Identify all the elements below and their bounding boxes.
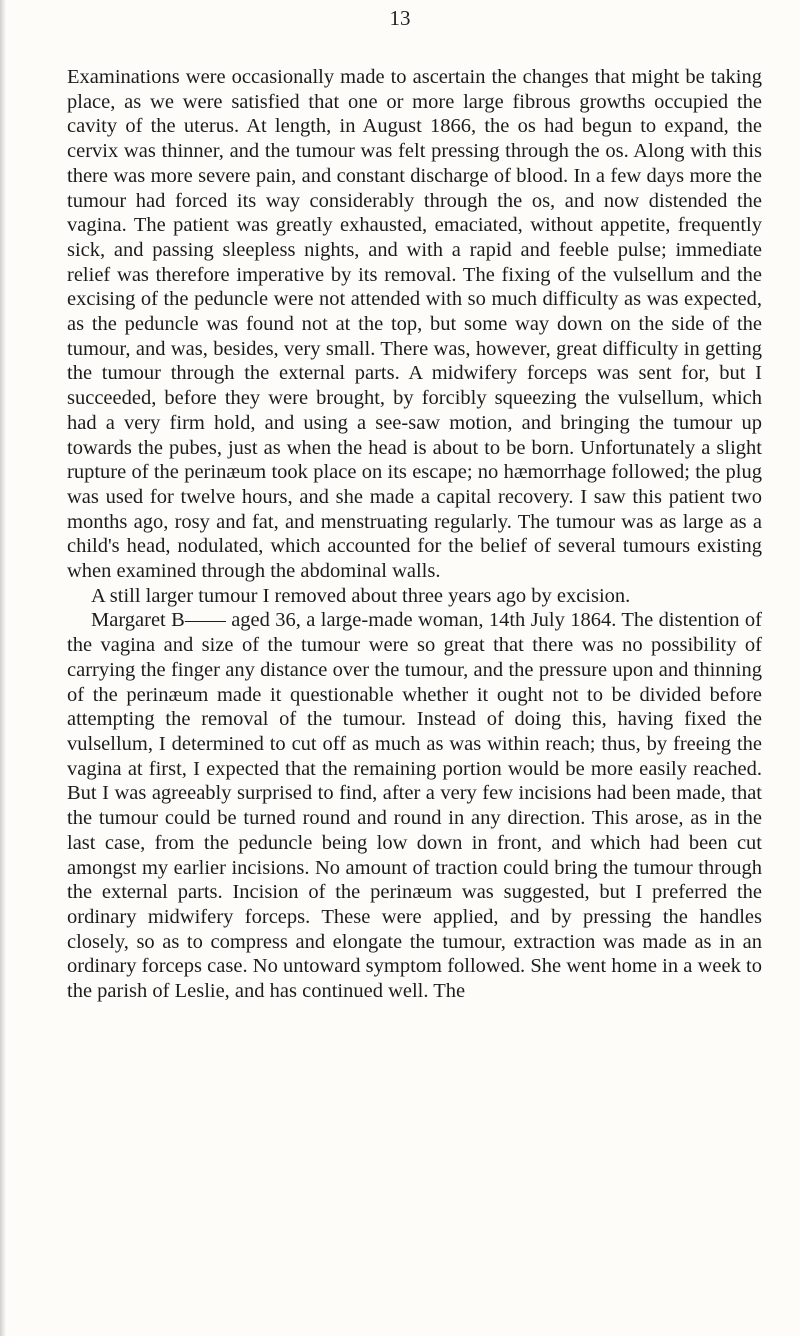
body-text <box>67 65 762 1004</box>
paragraph: Margaret B—— aged 36, a large-made woman, 14th July 1864. The distention of the vagina and size of the tumour were so great that there was no possibility of carrying the finger any distance over the tumour, and the pressure upon and thinning of the perinæum made it questionable whether it ought not to be divided before attempting the removal of the tumour. Instead of doing this, having fixed the vulsellum, I determined to cut off as much as was within reach; thus, by freeing the vagina at first, I expected that the remaining portion would be more easily reached. But I was agreeably surprised to find, after a very few incisions had been made, that the tumour could be turned round and round in any direction. This arose, as in the last case, from the peduncle being low down in front, and which had been cut amongst my earlier incisions. No amount of traction could bring the tumour through the external parts. Incision of the perinæum was suggested, but I preferred the ordinary midwifery forceps. These were applied, and by pressing the handles closely, so as to compress and elongate the tumour, extraction was made as in an ordinary forceps case. No untoward symptom followed. She went home in a week to the parish of Leslie, and has continued well. The <box>67 609 762 1003</box>
page-edge <box>0 0 6 1336</box>
paragraph: Examinations were occasionally made to ascertain the changes that might be taking place, as we were satisfied that one or more large fibrous growths occupied the cavity of the uterus. At length, in August 1866, the os had begun to expand, the cervix was thinner, and the tumour was felt pressing through the os. Along with this there was more severe pain, and constant discharge of blood. In a few days more the tumour had forced its way considerably through the os, and now distended the vagina. The patient was greatly exhausted, emaciated, without appetite, frequently sick, and passing sleepless nights, and with a rapid and feeble pulse; immediate relief was therefore imperative by its removal. The fixing of the vulsellum and the excising of the peduncle were not attended with so much difficulty as was expected, as the peduncle was found not at the top, but some way down on the side of the tumour, and was, besides, very small. There was, however, great difficulty in getting the tumour through the external parts. A midwifery forceps was sent for, but I succeeded, before they were brought, by forcibly squeezing the vulsellum, which had a very firm hold, and using a see-saw motion, and bringing the tumour up towards the pubes, just as when the head is about to be born. Unfortunately a slight rupture of the perinæum took place on its escape; no hæmorrhage followed; the plug was used for twelve hours, and she made a capital recovery. I saw this patient two months ago, rosy and fat, and menstruating regularly. The tumour was as large as a child's head, nodulated, which accounted for the belief of several tumours existing when examined through the abdominal walls. <box>67 66 762 583</box>
page-number: 13 <box>389 6 411 30</box>
paragraph: A still larger tumour I removed about three years ago by excision. <box>91 584 631 607</box>
